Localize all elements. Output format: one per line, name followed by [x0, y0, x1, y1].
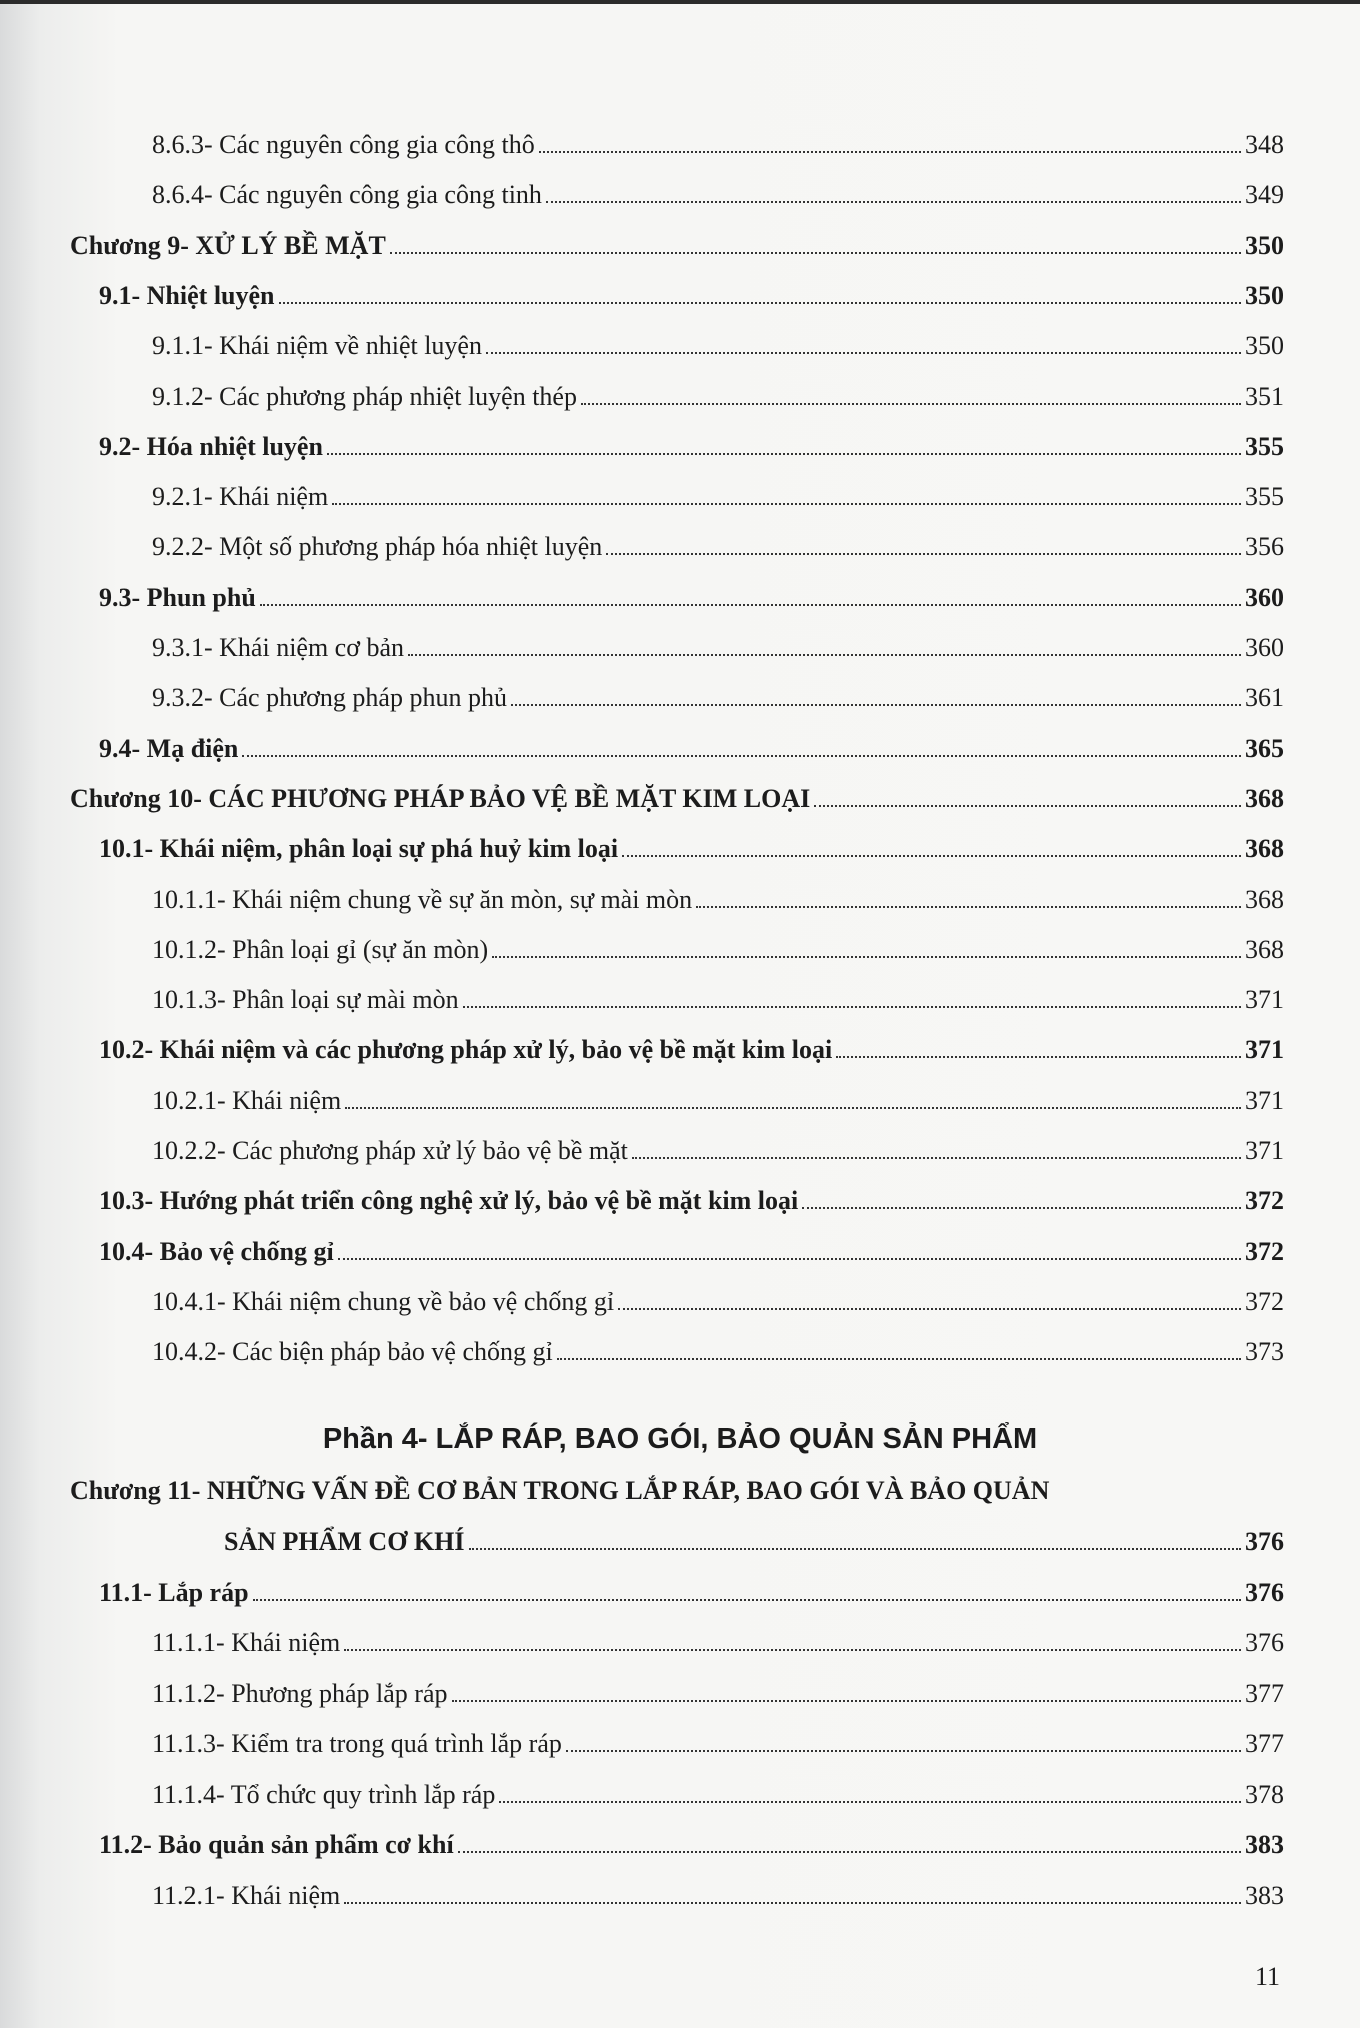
toc-entry-page: 368 [1245, 934, 1284, 964]
toc-entry-page: 350 [1245, 280, 1284, 310]
toc-entry[interactable] [152, 178, 1284, 212]
dot-leader [836, 1055, 1241, 1058]
toc-entry[interactable] [99, 1184, 1284, 1218]
dot-leader [499, 1800, 1241, 1803]
dot-leader [618, 1307, 1241, 1310]
toc-entry[interactable] [152, 1335, 1284, 1369]
dot-leader [338, 1257, 1241, 1260]
toc-entry-page: 368 [1245, 783, 1284, 813]
dot-leader [802, 1206, 1241, 1209]
toc-entry-title: 11.1.3- Kiểm tra trong quá trình lắp ráp [152, 1729, 562, 1758]
toc-entry-page: 377 [1245, 1729, 1284, 1758]
toc-entry[interactable] [152, 983, 1284, 1017]
toc-entry-title: 11.2.1- Khái niệm [152, 1880, 341, 1910]
dot-leader [344, 1901, 1241, 1904]
toc-entry-page: 371 [1245, 1035, 1284, 1065]
toc-entry[interactable] [99, 1828, 1284, 1862]
dot-leader [696, 905, 1241, 908]
dot-leader [327, 452, 1241, 455]
dot-leader [557, 1357, 1241, 1360]
dot-leader [566, 1749, 1241, 1752]
toc-entry-title: 11.1.4- Tổ chức quy trình lắp ráp [152, 1779, 496, 1809]
toc-entry-title: 9.2- Hóa nhiệt luyện [99, 431, 323, 461]
toc-entry-page: 376 [1245, 1628, 1284, 1657]
part-heading: Phần 4- LẮP RÁP, BAO GÓI, BẢO QUẢN SẢN PHẨM [322, 1423, 1038, 1455]
toc-entry[interactable] [152, 380, 1284, 414]
toc-entry-title: 10.1- Khái niệm, phân loại sự phá huỷ kim loại [99, 834, 619, 864]
toc-entry-page: 350 [1245, 331, 1284, 361]
toc-entry-page: 350 [1245, 230, 1284, 260]
dot-leader [469, 1547, 1242, 1550]
toc-entry-page: 373 [1245, 1337, 1284, 1367]
toc-entry-page: 360 [1245, 633, 1284, 662]
dot-leader [344, 1648, 1241, 1651]
dot-leader [332, 502, 1241, 505]
toc-entry[interactable] [99, 832, 1284, 866]
dot-leader [492, 955, 1241, 958]
toc-entry-page: 349 [1245, 180, 1284, 210]
dot-leader [242, 754, 1241, 757]
toc-entry-title: 10.1.1- Khái niệm chung về sự ăn mòn, sự mài mòn [152, 884, 693, 914]
toc-entry-title: 10.2- Khái niệm và các phương pháp xử lý, bảo vệ bề mặt kim loại [99, 1035, 833, 1065]
toc-entry[interactable] [152, 1084, 1284, 1118]
top-border [0, 0, 1360, 4]
toc-entry-page: 372 [1245, 1236, 1284, 1266]
dot-leader [253, 1598, 1241, 1601]
toc-entry-title: 10.1.2- Phân loại gỉ (sự ăn mòn) [152, 934, 489, 964]
toc-entry-page: 356 [1245, 532, 1284, 562]
toc-entry-title: SẢN PHẨM CƠ KHÍ [224, 1527, 465, 1556]
toc-entry-page: 378 [1245, 1779, 1284, 1809]
toc-entry-title: 9.1.2- Các phương pháp nhiệt luyện thép [152, 381, 577, 411]
dot-leader [408, 653, 1241, 656]
toc-entry-page: 361 [1245, 683, 1284, 713]
toc-entry-page: 368 [1245, 884, 1284, 914]
toc-entry[interactable] [152, 883, 1284, 917]
toc-entry[interactable] [70, 782, 1284, 816]
toc-entry[interactable] [152, 530, 1284, 564]
toc-entry-page: 360 [1245, 582, 1284, 612]
dot-leader [260, 603, 1241, 606]
toc-entry-title: 9.1.1- Khái niệm về nhiệt luyện [152, 331, 482, 361]
toc-entry-title: 11.1.2- Phương pháp lắp ráp [152, 1678, 448, 1708]
toc-entry[interactable] [99, 430, 1284, 464]
toc-entry-title: 10.3- Hướng phát triển công nghệ xử lý, bảo vệ bề mặt kim loại [99, 1186, 799, 1216]
toc-entry[interactable] [152, 933, 1284, 967]
toc-entry-title: 10.4.1- Khái niệm chung về bảo vệ chống gỉ [152, 1286, 615, 1316]
toc-entry-page: 377 [1245, 1678, 1284, 1708]
dot-leader [452, 1699, 1242, 1702]
toc-entry-page: 376 [1245, 1527, 1284, 1556]
toc-entry-title: 8.6.3- Các nguyên công gia công thô [152, 130, 535, 159]
toc-entry[interactable] [99, 1235, 1284, 1269]
toc-entry-title: 10.2.2- Các phương pháp xử lý bảo vệ bề mặt [152, 1136, 628, 1165]
toc-entry-title: 10.4- Bảo vệ chống gỉ [99, 1236, 334, 1266]
toc-entry-page: 371 [1245, 985, 1284, 1015]
toc-entry[interactable] [152, 1879, 1284, 1913]
toc-entry-title: 11.2- Bảo quản sản phẩm cơ khí [99, 1830, 454, 1859]
dot-leader [345, 1106, 1241, 1109]
dot-leader [463, 1005, 1241, 1008]
toc-entry[interactable] [152, 681, 1284, 715]
toc-entry-title: 9.4- Mạ điện [99, 733, 239, 763]
toc-entry-title: 9.2.2- Một số phương pháp hóa nhiệt luyện [152, 532, 603, 562]
toc-entry-page: 355 [1245, 482, 1284, 512]
page-number: 11 [1254, 1962, 1280, 1991]
toc-entry-title: 11.1.1- Khái niệm [152, 1628, 341, 1657]
toc-entry[interactable] [152, 631, 1284, 665]
dot-leader [539, 150, 1241, 153]
toc-entry[interactable] [152, 480, 1284, 514]
toc-entry-page: 355 [1245, 431, 1284, 461]
dot-leader [279, 301, 1242, 304]
toc-entry-page: 351 [1245, 381, 1284, 411]
toc-entry[interactable] [152, 128, 1284, 162]
toc-entry-page: 372 [1245, 1286, 1284, 1316]
toc-entry[interactable] [224, 1525, 1284, 1559]
toc-entry-title: 10.2.1- Khái niệm [152, 1085, 342, 1115]
toc-entry-title: 11.1- Lắp ráp [99, 1577, 249, 1607]
dot-leader [458, 1850, 1241, 1853]
toc-entry[interactable] [152, 1778, 1284, 1812]
toc-entry[interactable] [99, 279, 1284, 313]
toc-entry[interactable] [99, 1576, 1284, 1610]
toc-entry-page: 368 [1245, 834, 1284, 864]
toc-entry-title: Chương 10- CÁC PHƯƠNG PHÁP BẢO VỆ BỀ MẶT KIM LOẠI [70, 783, 811, 813]
dot-leader [814, 804, 1241, 807]
toc-entry-page: 372 [1245, 1186, 1284, 1216]
toc-entry[interactable] [152, 1285, 1284, 1319]
toc-entry-title: 9.1- Nhiệt luyện [99, 280, 275, 310]
toc-entry[interactable] [99, 581, 1284, 615]
chapter-11-heading: Chương 11- NHỮNG VẤN ĐỀ CƠ BẢN TRONG LẮP RÁP, BAO GÓI VÀ BẢO QUẢN [70, 1476, 1050, 1505]
toc-entry-title: 9.3.2- Các phương pháp phun phủ [152, 683, 507, 713]
toc-entry[interactable] [99, 732, 1284, 766]
dot-leader [581, 402, 1241, 405]
toc-entry-title: 9.2.1- Khái niệm [152, 482, 329, 512]
dot-leader [486, 351, 1241, 354]
toc-entry-title: 9.3- Phun phủ [99, 582, 256, 612]
toc-entry-page: 383 [1245, 1880, 1284, 1910]
toc-entry-page: 365 [1245, 733, 1284, 763]
toc-entry[interactable] [152, 1134, 1284, 1168]
toc-entry-page: 371 [1245, 1085, 1284, 1115]
dot-leader [390, 251, 1241, 254]
dot-leader [546, 200, 1241, 203]
toc-entry[interactable] [152, 1727, 1284, 1761]
toc-entry[interactable] [70, 229, 1284, 263]
toc-entry-title: Chương 9- XỬ LÝ BỀ MẶT [70, 230, 386, 260]
toc-entry-page: 383 [1245, 1830, 1284, 1859]
dot-leader [632, 1156, 1241, 1159]
dot-leader [622, 854, 1241, 857]
toc-entry-title: 10.1.3- Phân loại sự mài mòn [152, 985, 459, 1015]
dot-leader [511, 703, 1241, 706]
toc-entry-page: 348 [1245, 130, 1284, 159]
toc-entry-title: 8.6.4- Các nguyên công gia công tinh [152, 180, 542, 210]
toc-entry[interactable] [99, 1033, 1284, 1067]
toc-entry-page: 371 [1245, 1136, 1284, 1165]
toc-entry[interactable] [152, 1677, 1284, 1711]
dot-leader [606, 552, 1241, 555]
toc-entry-title: 9.3.1- Khái niệm cơ bản [152, 633, 405, 662]
toc-entry[interactable] [152, 329, 1284, 363]
toc-entry-page: 376 [1245, 1577, 1284, 1607]
toc-entry-title: 10.4.2- Các biện pháp bảo vệ chống gỉ [152, 1337, 553, 1367]
toc-entry[interactable] [152, 1626, 1284, 1660]
